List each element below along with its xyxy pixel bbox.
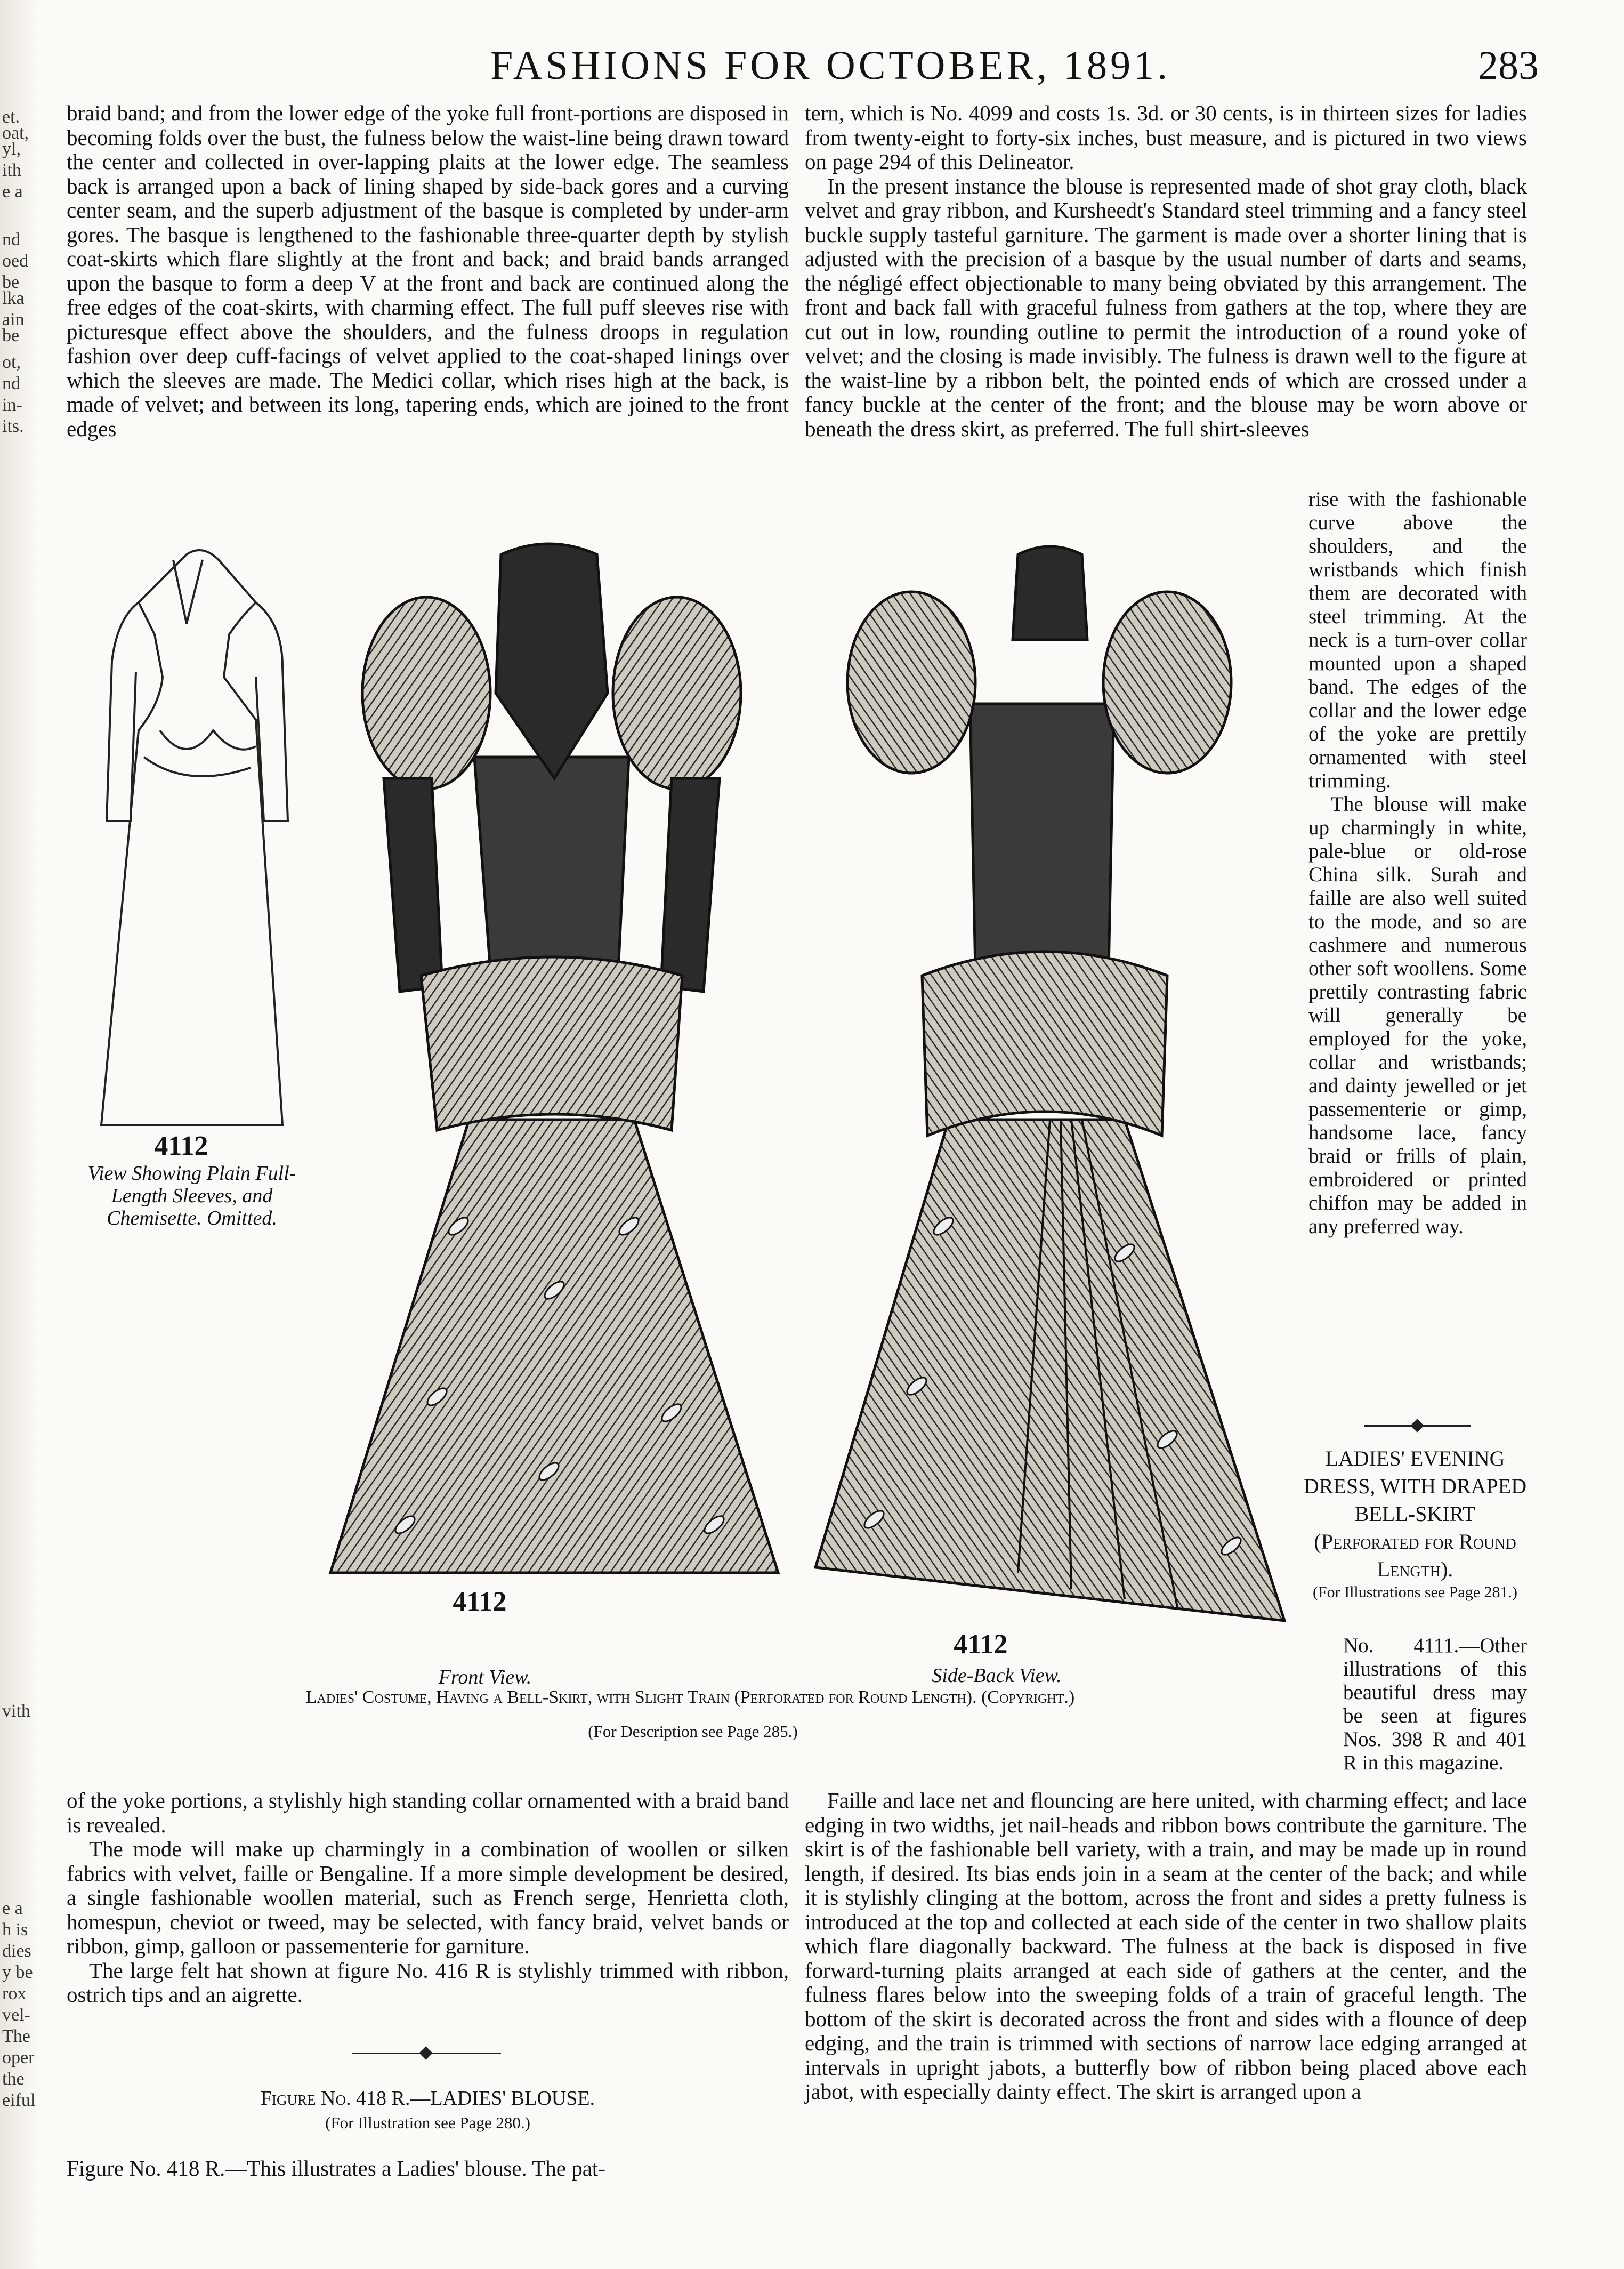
gutter-text-fragment: vith	[2, 1701, 30, 1721]
paragraph: of the yoke portions, a stylishly high standing collar ornamented with a braid band is revealed.	[67, 1788, 789, 1837]
paragraph: Faille and lace net and flouncing are here united, with charming effect; and lace edging in two widths, jet nail-heads and ribbon bows contribute the garniture. The skirt is of the fashionable bell variety, with a train, and may be made up in round length, if desired. Its bias ends join in a seam at the center of the back; and while it is stylishly clinging at the bottom, across the front and sides a pretty fulness is introduced at the top and collected at each side of the center in two shallow plaits which flare diagonally backward. The fulness at the back is disposed in five forward-turning plaits arranged at each side of gathers at the center, and the fulness flares below into the sweeping folds of a train of graceful length. The bottom of the skirt is decorated across the front and sides with a flounce of deep edging, and the train is trimmed with sections of narrow lace edging arranged at intervals in upright jabots, a butterfly bow of ribbon being placed above each jabot, with especially dainty effect. The skirt is arranged upon a	[805, 1788, 1527, 2104]
gutter-text-fragment: oper	[2, 2048, 35, 2067]
running-title: FASHIONS FOR OCTOBER, 1891.	[490, 43, 1171, 88]
gutter-text-fragment: oat,	[2, 123, 29, 143]
figure-main-caption: Ladies' Costume, Having a Bell-Skirt, with Slight Train (Perforated for Round Length). (Copyright.)	[305, 1687, 1075, 1707]
paragraph: rise with the fashionable curve above the shoulders, and the wristbands which finish them are decorated with steel trimming. At the neck is a turn-over collar mounted upon a shaped band. The edges of the collar and the lower edge of the yoke are prettily ornamented with steel trimming.	[1308, 488, 1527, 792]
gutter-text-fragment: in-	[2, 395, 22, 415]
gutter-text-fragment: yl,	[2, 139, 21, 159]
small-view-illustration	[80, 544, 304, 1130]
gutter-text-fragment: The	[2, 2026, 30, 2046]
gutter-text-fragment: h is	[2, 1920, 28, 1940]
section-divider	[1364, 1415, 1471, 1437]
gutter-text-fragment: e a	[2, 182, 23, 202]
gutter-text-fragment: be	[2, 272, 20, 292]
gutter-text-fragment: lka	[2, 288, 25, 308]
gutter-text-fragment: ot,	[2, 352, 21, 372]
gutter-text-fragment: e a	[2, 1898, 23, 1918]
gutter-text-fragment: dies	[2, 1941, 31, 1961]
section-divider	[352, 2043, 501, 2064]
gutter-text-fragment: ith	[2, 160, 21, 180]
side-back-view-caption: Side-Back View.	[932, 1664, 1062, 1687]
heading-title: Figure No. 418 R.—LADIES' BLOUSE.	[260, 2087, 595, 2110]
paragraph: The blouse will make up charmingly in white, pale-blue or old-rose China silk. Surah and faille are also well suited to the mode, and so are cashmere and numerous other soft woollens. Some prettily contrasting fabric will generally be employed for the yoke, collar and wristbands; and dainty jewelled or jet passementerie or gimp, handsome lace, fancy braid or frills of plain, embroidered or printed chiffon may be added in any preferred way.	[1308, 793, 1527, 1238]
gutter-text-fragment: et.	[2, 107, 20, 127]
heading-subtitle: (Perforated for Round Length).	[1314, 1530, 1516, 1581]
dress-outline-drawing	[80, 544, 304, 1130]
gutter-text-fragment: rox	[2, 1984, 27, 2004]
paragraph: Figure No. 418 R.—This illustrates a Ladies' blouse. The pat-	[67, 2156, 605, 2181]
paragraph: The mode will make up charmingly in a combination of woollen or silken fabrics with velvet, faille or Bengaline. If a more simple development be desired, a single fashionable woollen material, such as French serge, Henrietta cloth, homespun, cheviot or tweed, may be selected, with fancy braid, velvet bands or ribbon, gimp, galloon or passementerie for garniture.	[67, 1837, 789, 1958]
page-number: 283	[1478, 43, 1539, 88]
small-view-caption: View Showing Plain Full-Length Sleeves, and Chemisette. Omitted.	[87, 1162, 296, 1229]
description-reference: (For Description see Page 285.)	[588, 1722, 798, 1741]
right-top-column	[805, 101, 1527, 441]
heading-title: LADIES' EVENING DRESS, WITH DRAPED BELL-SKIRT	[1303, 1446, 1527, 1526]
paragraph: braid band; and from the lower edge of the yoke full front-portions are disposed in becoming folds over the bust, the fulness below the waist-line being drawn toward the center and collected in over-lapping plaits at the lower edge. The seamless back is arranged upon a back of lining shaped by side-back gores and a curving center seam, and the superb adjustment of the basque is completed by under-arm gores. The basque is lengthened to the fashionable three-quarter depth by stylish coat-skirts which flare slightly at the front and back; and braid bands arranged upon the basque to form a deep V at the front and back are continued along the free edges of the coat-skirts, with charming effect. The full puff sleeves rise with picturesque effect above the shoulders, and the fulness droops in regulation fashion over deep cuff-facings of velvet applied to the coat-shaped linings over which the sleeves are made. The Medici collar, which rises high at the back, is made of velvet; and between its long, tapering ends, which are joined to the front edges	[67, 101, 789, 441]
gutter-text-fragment: vel-	[2, 2005, 30, 2025]
gutter-text-fragment: y be	[2, 1962, 33, 1982]
gutter-text-fragment: nd	[2, 230, 20, 250]
side-back-view-engraving	[794, 533, 1290, 1626]
paragraph: No. 4111.—Other illustrations of this beautiful dress may be seen at figures Nos. 398 R and 401 R in this magazine.	[1343, 1634, 1527, 1774]
facing-page-gutter	[0, 0, 37, 2269]
illustration-reference: (For Illustration see Page 280.)	[325, 2113, 530, 2132]
gutter-text-fragment: nd	[2, 374, 20, 393]
front-view-caption: Front View.	[438, 1666, 532, 1688]
left-top-column	[67, 101, 789, 441]
gutter-text-fragment: its.	[2, 416, 24, 436]
blouse-intro	[67, 2157, 789, 2181]
front-view-number: 4112	[453, 1587, 507, 1617]
left-bottom-column	[67, 1789, 789, 2007]
illustration-reference: (For Illustrations see Page 281.)	[1312, 1583, 1518, 1601]
right-bottom-column	[805, 1789, 1527, 2104]
gutter-text-fragment: the	[2, 2069, 25, 2089]
paragraph: tern, which is No. 4099 and costs 1s. 3d. or 30 cents, is in thirteen sizes for ladies from twenty-eight to forty-six inches, bust measure, and is pictured in two views on page 294 of this Delineator.	[805, 101, 1527, 174]
paragraph: In the present instance the blouse is represented made of shot gray cloth, black velvet and gray ribbon, and Kursheedt's Standard steel trimming and a fancy steel buckle supply tasteful garniture. The garment is made over a shorter lining that is adjusted with the precision of a basque by the usual number of darts and seams, the négligé effect objectionable to many being obviated by this arrangement. The front and back fall with graceful fulness from gathers at the top, where they are cut out in low, rounding outline to permit the introduction of a round yoke of velvet; and the closing is made invisibly. The fulness is drawn well to the figure at the waist-line by a ribbon belt, the pointed ends of which are crossed under a fancy buckle at the center of the front; and the blouse may be worn above or beneath the dress skirt, as preferred. The full shirt-sleeves	[805, 173, 1527, 441]
gutter-text-fragment: ain	[2, 310, 25, 329]
evening-dress-intro	[1343, 1634, 1527, 1775]
page-header	[0, 43, 1624, 88]
small-view-number: 4112	[154, 1131, 208, 1161]
front-view-engraving	[298, 533, 805, 1578]
blouse-heading	[67, 2085, 789, 2134]
gutter-text-fragment: be	[2, 326, 20, 345]
gutter-text-fragment: eiful	[2, 2090, 36, 2110]
gutter-text-fragment: oed	[2, 251, 29, 271]
front-view-illustration	[298, 533, 805, 1578]
narrow-right-column	[1308, 488, 1527, 1238]
side-back-view-number: 4112	[954, 1629, 1008, 1660]
side-back-view-illustration	[794, 533, 1290, 1626]
paragraph: The large felt hat shown at figure No. 416 R is stylishly trimmed with ribbon, ostrich tips and an aigrette.	[67, 1958, 789, 2007]
evening-dress-heading	[1298, 1445, 1532, 1602]
